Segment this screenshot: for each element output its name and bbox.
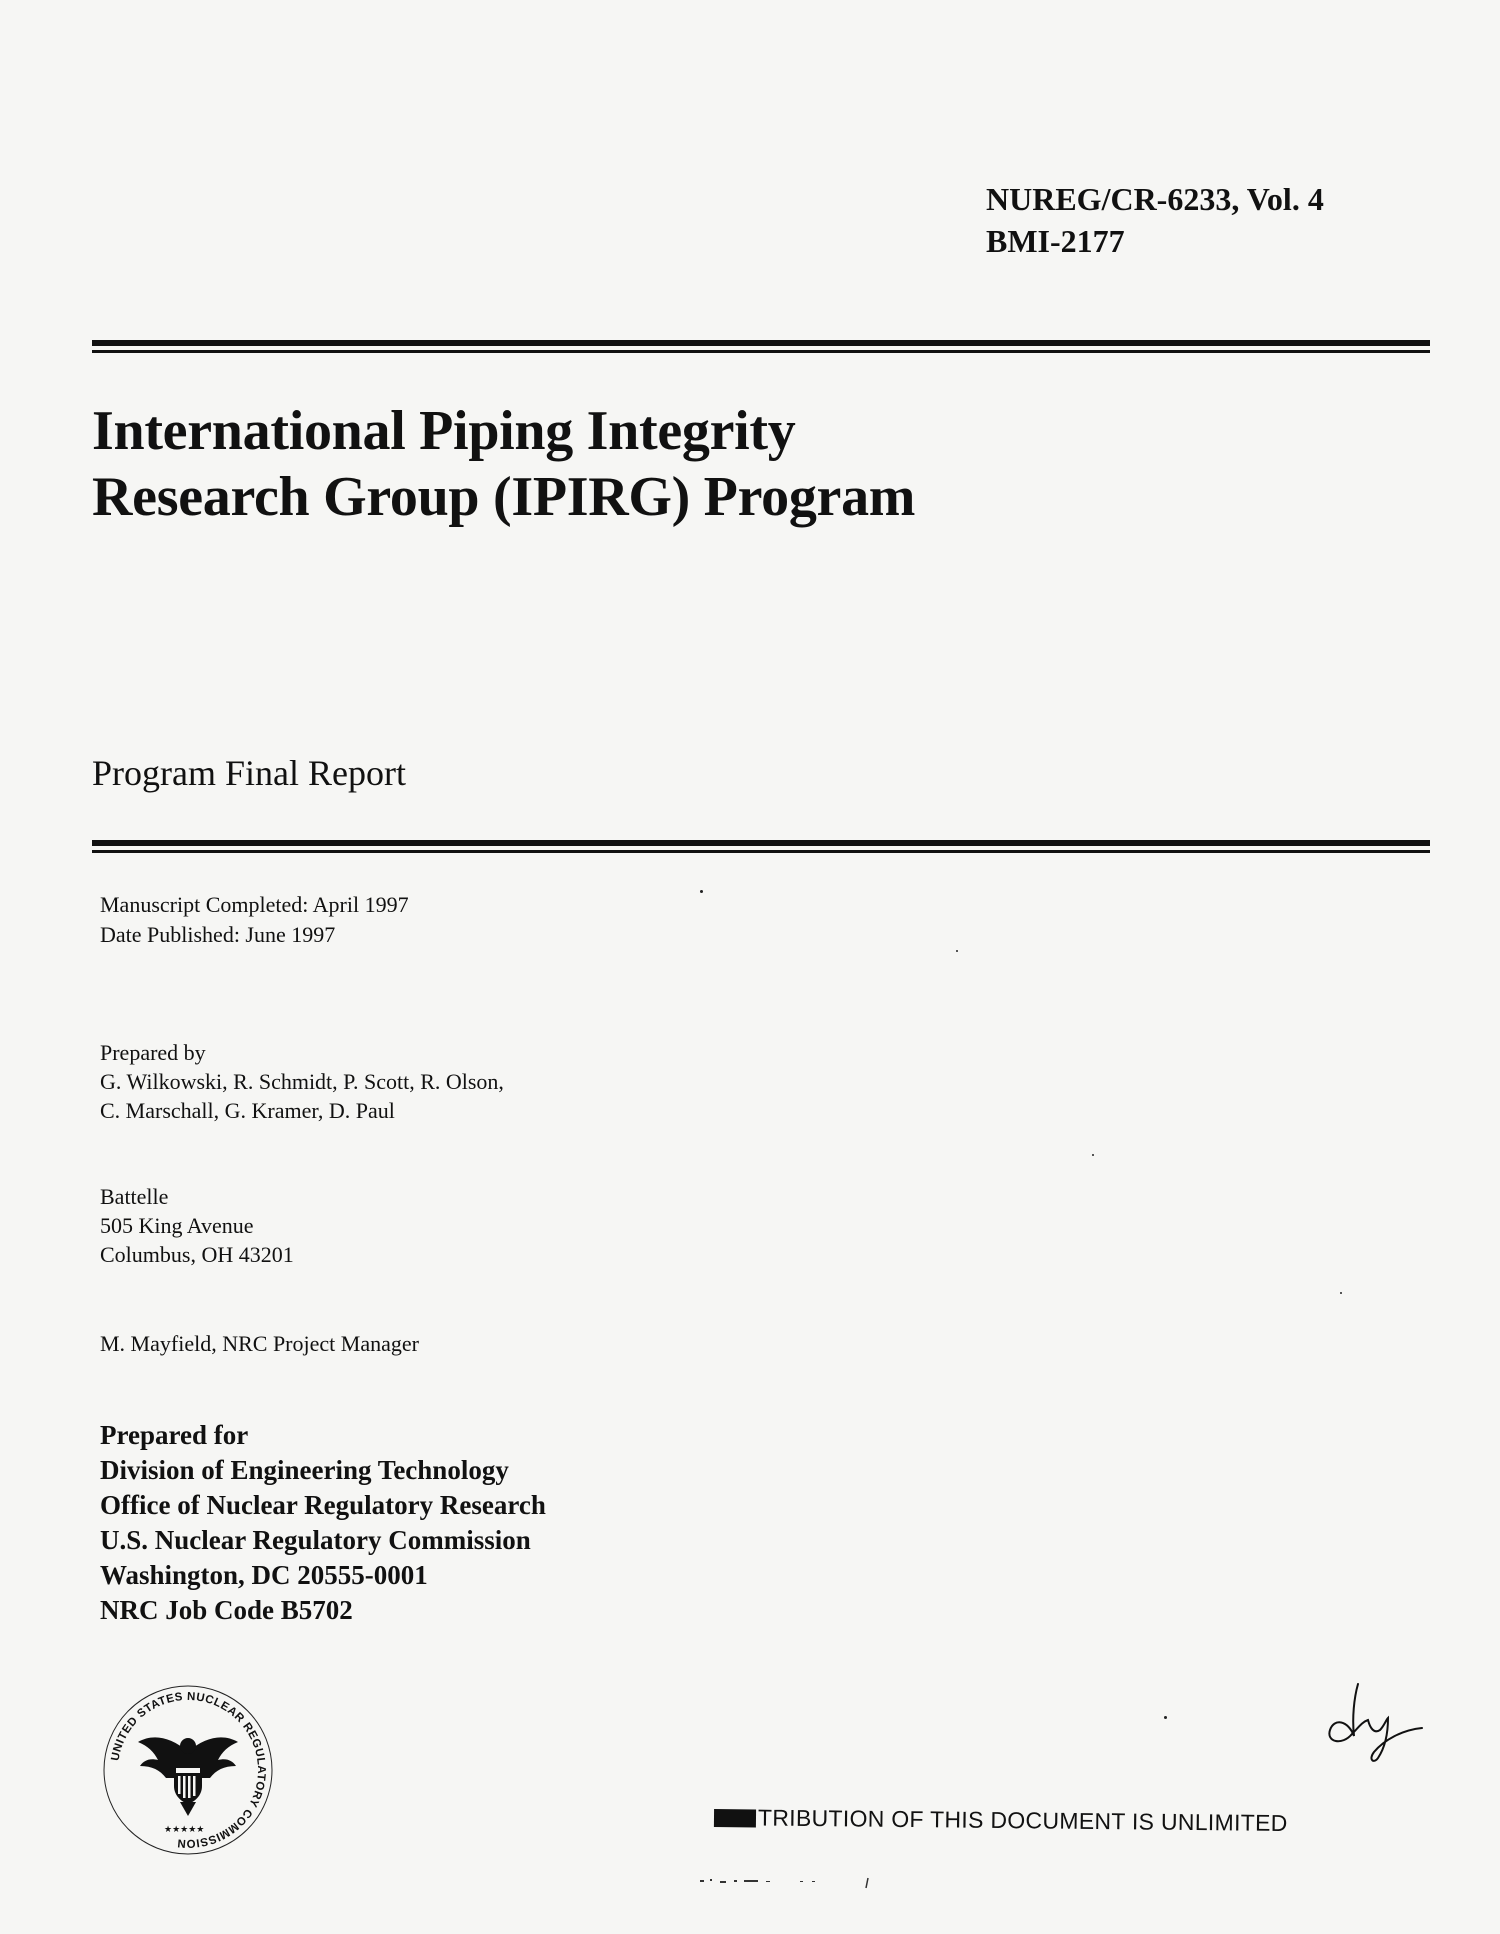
scan-noise (700, 1874, 880, 1890)
nrc-seal-icon (100, 1682, 276, 1858)
job-code: NRC Job Code B5702 (100, 1595, 353, 1625)
report-number-line2: BMI-2177 (986, 223, 1125, 259)
report-number-line1: NUREG/CR-6233, Vol. 4 (986, 181, 1324, 217)
document-title (92, 398, 915, 530)
scan-speck (700, 890, 703, 893)
office-name: Office of Nuclear Regulatory Research (100, 1490, 546, 1520)
manuscript-completed: Manuscript Completed: April 1997 (100, 892, 409, 917)
organization-name: Battelle (100, 1184, 169, 1209)
svg-text:★★★★★: ★★★★★ (164, 1825, 205, 1835)
prepared-for-block (100, 1418, 546, 1628)
organization-street: 505 King Avenue (100, 1213, 254, 1238)
title-line2: Research Group (IPIRG) Program (92, 466, 916, 528)
scan-speck (1164, 1716, 1167, 1719)
handwritten-initials-icon (1318, 1674, 1428, 1764)
authors-line1: G. Wilkowski, R. Schmidt, P. Scott, R. Olson, (100, 1069, 504, 1094)
scan-speck (1092, 1154, 1094, 1156)
organization-address (100, 1182, 294, 1269)
project-manager: M. Mayfield, NRC Project Manager (100, 1331, 419, 1356)
date-published: Date Published: June 1997 (100, 922, 336, 947)
commission-address: Washington, DC 20555-0001 (100, 1560, 428, 1590)
division-name: Division of Engineering Technology (100, 1455, 509, 1485)
title-line1: International Piping Integrity (92, 400, 796, 462)
authors-line2: C. Marschall, G. Kramer, D. Paul (100, 1098, 395, 1123)
distribution-text: TRIBUTION OF THIS DOCUMENT IS UNLIMITED (757, 1804, 1288, 1837)
document-subtitle: Program Final Report (92, 753, 406, 793)
organization-city: Columbus, OH 43201 (100, 1242, 294, 1267)
prepared-for-label: Prepared for (100, 1420, 249, 1450)
redaction-mark (714, 1809, 756, 1827)
distribution-statement (714, 1802, 1288, 1838)
report-number (986, 178, 1324, 262)
bottom-divider (92, 840, 1430, 853)
scan-speck (1340, 1292, 1342, 1294)
commission-name: U.S. Nuclear Regulatory Commission (100, 1525, 531, 1555)
prepared-by-label: Prepared by (100, 1040, 206, 1065)
top-divider (92, 340, 1430, 353)
svg-text:UNITED STATES NUCLEAR REGULATO: UNITED STATES NUCLEAR REGULATORY COMMISSION (109, 1690, 268, 1850)
scan-speck (956, 950, 958, 952)
publication-dates (100, 890, 409, 950)
prepared-by-block (100, 1038, 504, 1125)
